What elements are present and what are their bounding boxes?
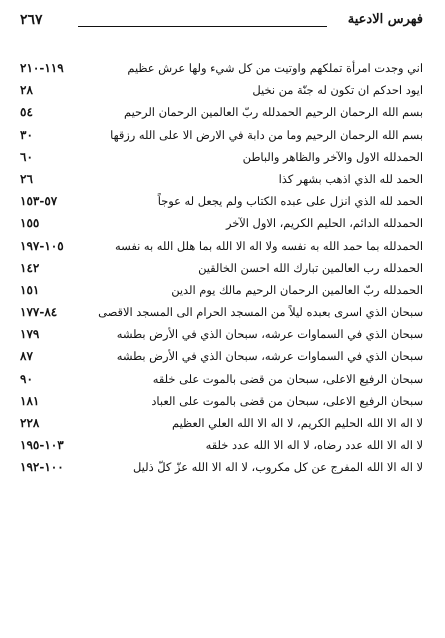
entry-pages: ١٠٥-١٩٧ [20, 238, 64, 253]
index-entry [20, 324, 423, 346]
entry-text: لا اله الا الله عدد رضاه، لا اله الا الله عدد خلقه [205, 438, 423, 453]
entry-text: لا اله الا الله الحليم الكريم، لا اله الا الله العلي العظيم [172, 416, 423, 430]
entry-pages: ١٧٩ [20, 327, 40, 342]
entry-pages: ١٠٣-١٩٥ [20, 438, 64, 453]
entry-text: الحمدلله ربّ العالمين الرحمان الرحيم مالك يوم الدين [171, 282, 423, 297]
entry-pages: ٨٤-١٧٧ [20, 305, 58, 320]
entry-pages: ١٠٠-١٩٢ [20, 460, 64, 475]
page-header [20, 6, 423, 34]
entry-text: الحمدلله الدائم، الحليم الكريم، الاول الآخر [225, 216, 423, 231]
index-entry [20, 236, 423, 258]
entry-pages: ١٨١ [20, 393, 40, 408]
entry-text: لا اله الا الله المفرج عن كل مكروب، لا اله الا الله عزّ كلّ ذليل [133, 460, 423, 475]
index-list [20, 58, 423, 480]
entry-text: سبحان الرفيع الاعلى، سبحان من قضى بالموت على خلقه [152, 371, 423, 386]
index-entry [20, 213, 423, 235]
page-number: ٢٦٧ [20, 12, 43, 28]
index-entry [20, 80, 423, 102]
entry-text: اني وجدت امرأة تملكهم واوتيت من كل شيء ولها عرش عظيم [127, 61, 423, 75]
index-entry [20, 413, 423, 435]
index-entry [20, 125, 423, 147]
entry-text: الحمد لله الذي اذهب بشهر كذا [278, 171, 423, 186]
entry-text: الحمدلله الاول والآخر والظاهر والباطن [242, 149, 423, 164]
entry-text: سبحان الذي اسرى بعبده ليلاً من المسجد الحرام الى المسجد الاقصى [98, 305, 423, 320]
entry-pages: ١١٩-٢١٠ [20, 61, 64, 75]
index-entry [20, 58, 423, 80]
entry-text: سبحان الذي في السماوات عرشه، سبحان الذي في الأرض بطشه [116, 349, 423, 364]
index-entry [20, 346, 423, 368]
entry-pages: ١٤٢ [20, 260, 40, 275]
index-entry [20, 258, 423, 280]
index-entry [20, 369, 423, 391]
entry-pages: ٦٠ [20, 149, 33, 164]
page-title: فهرس الادعية [347, 12, 423, 27]
entry-text: الحمد لله الذي انزل على عبده الكتاب ولم يجعل له عوجاً [157, 194, 423, 209]
index-entry [20, 457, 423, 479]
index-entry [20, 280, 423, 302]
entry-pages: ١٥١ [20, 282, 40, 297]
index-entry [20, 102, 423, 124]
index-entry [20, 302, 423, 324]
entry-pages: ٥٤ [20, 105, 33, 120]
entry-text: سبحان الرفيع الاعلى، سبحان من قضى بالموت على العباد [151, 393, 423, 408]
entry-text: ايود احدكم ان تكون له جنّة من نخيل [252, 83, 423, 98]
entry-pages: ٣٠ [20, 127, 33, 142]
entry-text: الحمدلله بما حمد الله به نفسه ولا اله الا الله بما هلل الله به نفسه [115, 238, 423, 253]
header-rule [78, 26, 327, 27]
entry-pages: ٩٠ [20, 371, 33, 386]
entry-text: بسم الله الرحمان الرحيم وما من دابة في الارض الا على الله رزقها [110, 127, 423, 142]
entry-pages: ١٥٥ [20, 216, 40, 231]
entry-text: بسم الله الرحمان الرحيم الحمدلله ربّ العالمين الرحمان الرحيم [123, 105, 423, 120]
entry-pages: ٨٧ [20, 349, 33, 364]
entry-text: سبحان الذي في السماوات عرشه، سبحان الذي في الأرض بطشه [116, 327, 423, 342]
index-entry [20, 391, 423, 413]
entry-text: الحمدلله رب العالمين تبارك الله احسن الخالقين [198, 260, 423, 275]
entry-pages: ٢٢٨ [20, 416, 40, 430]
index-entry [20, 169, 423, 191]
entry-pages: ٥٧-١٥٣ [20, 194, 58, 209]
entry-pages: ٢٦ [20, 171, 33, 186]
entry-pages: ٢٨ [20, 83, 33, 98]
index-entry [20, 147, 423, 169]
index-entry [20, 435, 423, 457]
index-entry [20, 191, 423, 213]
